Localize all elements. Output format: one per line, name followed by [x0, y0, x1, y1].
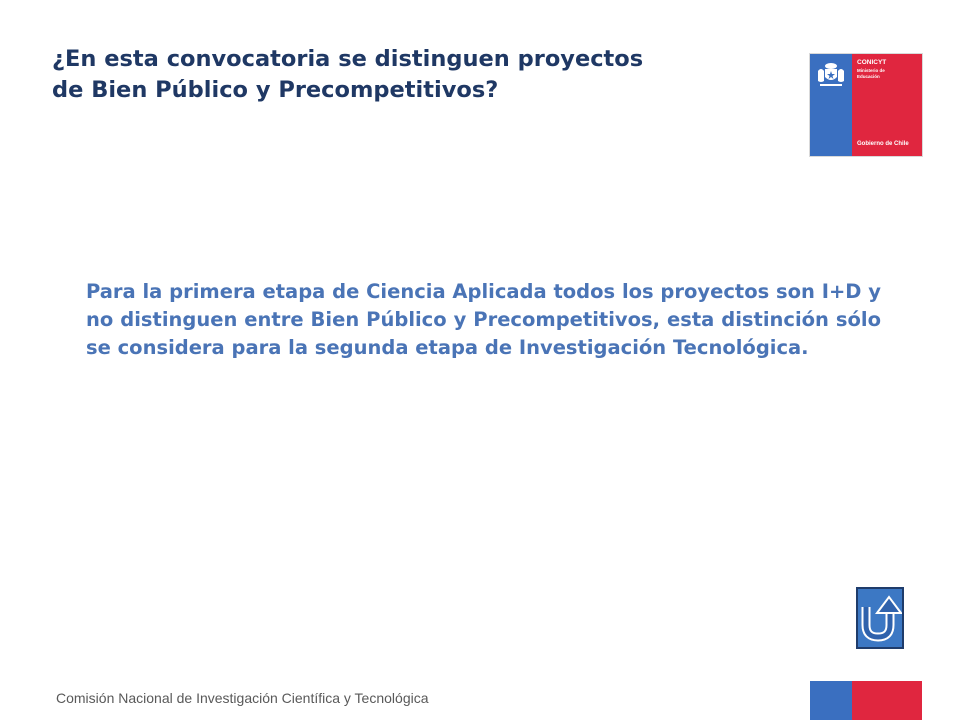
footer-text: Comisión Nacional de Investigación Científica y Tecnológica [56, 690, 429, 706]
conicyt-logo [810, 54, 922, 156]
logo-government: Gobierno de Chile [857, 141, 909, 147]
slide-title-line-1: ¿En esta convocatoria se distinguen proyectos [52, 46, 644, 72]
footer-flag-strip [810, 681, 922, 720]
slide-body-text: Para la primera etapa de Ciencia Aplicada todos los proyectos son I+D y no distinguen entre Bien Público y Precompetitivos, esta distinción sólo se considera para la segunda etapa de Investigación Tecnológica. [86, 280, 881, 359]
footer-flag-blue [810, 681, 852, 720]
slide-title [52, 44, 772, 106]
logo-title: CONICYT [857, 59, 887, 66]
return-arrow-icon [858, 589, 902, 647]
coat-of-arms-icon [814, 59, 848, 89]
footer-flag-red [852, 681, 922, 720]
back-button[interactable] [856, 587, 904, 649]
logo-ministry: Ministerio de Educación [857, 68, 885, 79]
slide-title-line-2: de Bien Público y Precompetitivos? [52, 77, 499, 103]
